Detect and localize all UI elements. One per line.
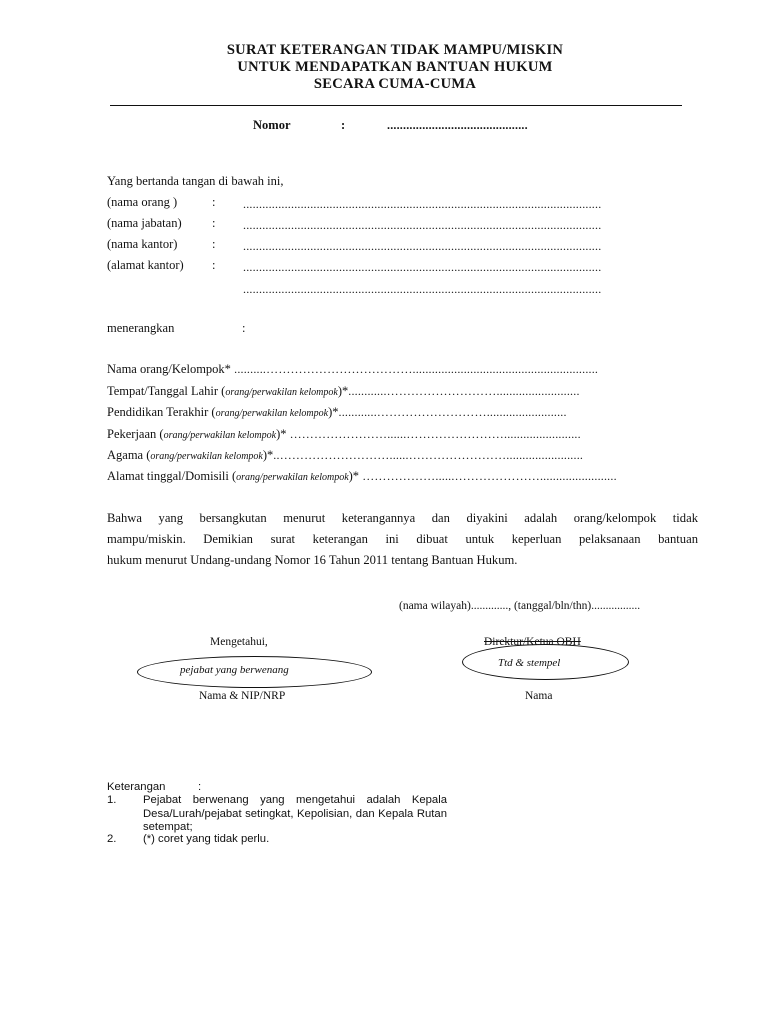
field-colon: : xyxy=(212,237,216,251)
field-dots: ……………………......……………………........................ xyxy=(289,427,581,441)
field-label: Agama ( xyxy=(107,448,151,462)
field-dots: ................................................................................................................ xyxy=(243,239,602,253)
notes-colon: : xyxy=(198,781,202,793)
right-signature-name: Nama xyxy=(525,690,553,702)
statement-paragraph xyxy=(107,508,698,571)
subject-field xyxy=(107,362,598,377)
field-dots: ………………......…………………........................ xyxy=(362,469,617,483)
field-suffix: )* xyxy=(337,384,349,398)
field-suffix: )* xyxy=(262,448,274,462)
field-label: (nama jabatan) xyxy=(107,216,182,230)
note-number: 2. xyxy=(107,833,117,845)
left-signature-heading: Mengetahui, xyxy=(210,636,268,648)
statement-line: Bahwa yang bersangkutan menurut keterangannya dan diyakini adalah orang/kelompok tidak xyxy=(107,511,698,525)
field-suffix: )* xyxy=(328,405,339,419)
field-label: Pendidikan Terakhir ( xyxy=(107,405,216,419)
note-text: (*) coret yang tidak perlu. xyxy=(143,833,270,845)
right-signature-heading: Direktur/Ketua OBH xyxy=(484,636,581,648)
address-extra-dots: ................................................................................................................ xyxy=(243,282,602,296)
document-title-line-1: SURAT KETERANGAN TIDAK MAMPU/MISKIN xyxy=(226,42,564,58)
field-label: Pekerjaan ( xyxy=(107,427,164,441)
place-date-line: (nama wilayah)............., (tanggal/bln/thn)................. xyxy=(399,600,641,612)
field-dots: ................................................................................................................ xyxy=(243,218,602,232)
subject-field xyxy=(107,405,567,420)
field-suffix: )* xyxy=(276,427,290,441)
intro-text: Yang bertanda tangan di bawah ini, xyxy=(107,174,284,188)
subject-field xyxy=(107,469,617,484)
nomor-value: ............................................ xyxy=(387,118,528,132)
nomor-label: Nomor xyxy=(253,118,291,132)
field-dots: ................................................................................................................ xyxy=(243,197,602,211)
field-note: orang/perwakilan kelompok xyxy=(163,430,277,441)
menerangkan-colon: : xyxy=(242,321,246,335)
nomor-colon: : xyxy=(341,118,346,132)
note-text: Pejabat berwenang yang mengetahui adalah Kepala Desa/Lurah/pejabat setingkat, Kepolisian, dan Kepala Rutan setempat; xyxy=(143,794,447,833)
right-stamp-text: Ttd & stempel xyxy=(498,657,561,669)
field-label: (nama kantor) xyxy=(107,237,178,251)
field-label: (alamat kantor) xyxy=(107,258,184,272)
field-colon: : xyxy=(212,195,216,209)
document-title-line-3: SECARA CUMA-CUMA xyxy=(313,76,477,92)
statement-line: hukum menurut Undang-undang Nomor 16 Tahun 2011 tentang Bantuan Hukum. xyxy=(107,553,518,567)
subject-field xyxy=(107,448,583,463)
field-note: orang/perwakilan kelompok xyxy=(215,408,329,419)
field-dots: ............……………………….......................... xyxy=(348,384,580,398)
field-label: Tempat/Tanggal Lahir ( xyxy=(107,384,226,398)
field-colon: : xyxy=(212,258,216,272)
title-divider xyxy=(110,105,682,106)
field-dots: ..........……………………………….......................................................... xyxy=(230,362,599,376)
field-label: (nama orang ) xyxy=(107,195,178,209)
field-note: orang/perwakilan kelompok xyxy=(236,472,349,483)
field-dots: ................................................................................................................ xyxy=(243,260,602,274)
left-signature-name: Nama & NIP/NRP xyxy=(199,690,286,702)
field-note: orang/perwakilan kelompok xyxy=(225,387,338,398)
subject-field xyxy=(107,427,581,442)
field-colon: : xyxy=(212,216,216,230)
field-label: Alamat tinggal/Domisili ( xyxy=(107,469,237,483)
field-suffix: )* xyxy=(348,469,363,483)
notes-heading: Keterangan xyxy=(107,781,166,793)
statement-line: mampu/miskin. Demikian surat keterangan ini dibuat untuk keperluan pelaksanaan bantuan xyxy=(107,532,698,546)
field-label: Nama orang/Kelompok* xyxy=(107,362,231,376)
document-title-line-2: UNTUK MENDAPATKAN BANTUAN HUKUM xyxy=(237,59,553,75)
field-dots: ............………………………......................... xyxy=(338,405,567,419)
subject-field xyxy=(107,384,580,399)
field-dots: ..………………………......……………………........................ xyxy=(273,448,584,462)
field-note: orang/perwakilan kelompok xyxy=(150,451,263,462)
menerangkan-label: menerangkan xyxy=(107,321,175,335)
left-stamp-text: pejabat yang berwenang xyxy=(180,664,289,676)
note-number: 1. xyxy=(107,794,117,806)
